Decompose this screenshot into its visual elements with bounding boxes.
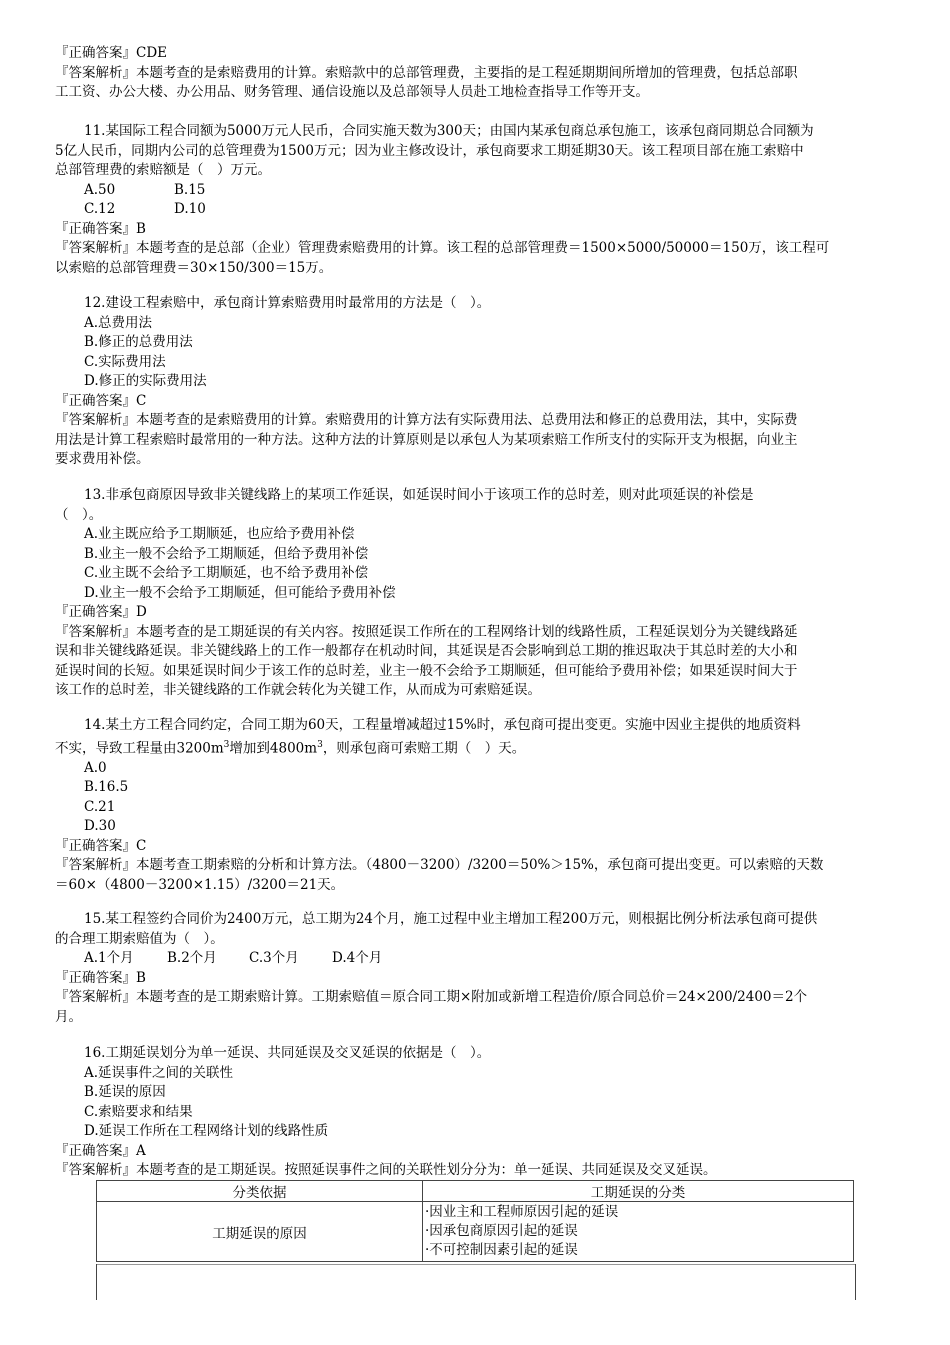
answer-line: 『正确答案』A [55, 1142, 146, 1159]
option-b: B.2个月 [167, 950, 217, 966]
analysis-line: 延误时间的长短。如果延误时间少于该工作的总时差，业主一般不会给予工期顺延，但可能给予费用补偿；如果延误时间大于 [55, 662, 798, 679]
q10-tail [55, 44, 895, 103]
options-row [55, 949, 895, 969]
list-item: ·不可控制因素引起的延误 [425, 1242, 578, 1258]
stem-part: 不实，导致工程量由3200m [55, 740, 224, 756]
superscript: 3 [223, 739, 230, 750]
option-d: D.4个月 [332, 950, 383, 966]
table-cell-basis: 工期延误的原因 [97, 1202, 423, 1262]
list-item: ·因业主和工程师原因引起的延误 [425, 1204, 619, 1220]
question-13 [55, 486, 895, 701]
superscript: 3 [317, 739, 323, 750]
table-header-cell: 工期延误的分类 [423, 1181, 854, 1202]
option-a: A.延误事件之间的关联性 [84, 1064, 234, 1081]
list-item: ·因承包商原因引起的延误 [425, 1223, 578, 1239]
options-row [55, 200, 895, 220]
analysis-line: 『答案解析』本题考查的是索赔费用的计算。索赔费用的计算方法有实际费用法、总费用法和修正的总费用法，其中，实际费 [55, 412, 798, 428]
question-stem: 16.工期延误划分为单一延误、共同延误及交叉延误的依据是（ ）。 [84, 1045, 491, 1061]
question-12 [55, 294, 895, 470]
option-c: C.12 [84, 201, 116, 217]
answer-line: 『正确答案』D [55, 604, 147, 620]
answer-line: 『正确答案』C [55, 392, 147, 409]
option-b: B.修正的总费用法 [84, 334, 193, 350]
option-b: B.延误的原因 [84, 1084, 166, 1100]
table-continuation [96, 1264, 856, 1300]
analysis-line: 『答案解析』本题考查的是工期延误的有关内容。按照延误工作所在的工程网络计划的线路性质，工程延误划分为关键线路延 [55, 623, 798, 640]
answer-line: 『正确答案』C [55, 837, 147, 854]
answer-line: 『正确答案』B [55, 220, 146, 237]
analysis-line: 『答案解析』本题考查工期索赔的分析和计算方法。（4800－3200）/3200＝50%＞15%，承包商可提出变更。可以索赔的天数 [55, 857, 824, 873]
table-header-cell: 分类依据 [97, 1181, 423, 1202]
option-d: D.10 [174, 201, 206, 217]
question-16 [55, 1044, 895, 1181]
option-d: D.30 [84, 818, 116, 834]
option-a: A.1个月 [84, 950, 134, 966]
analysis-line: 以索赔的总部管理费＝30×150/300＝15万。 [55, 259, 333, 276]
question-stem: 总部管理费的索赔额是（ ）万元。 [55, 162, 271, 178]
analysis-line: 『答案解析』本题考查的是工期索赔计算。工期索赔值＝原合同工期×附加或新增工程造价/原合同总价＝24×200/2400＝2个 [55, 989, 808, 1005]
table-header-row [97, 1181, 854, 1202]
table-cell-items [423, 1202, 854, 1262]
option-d: D.修正的实际费用法 [84, 373, 207, 389]
question-stem: 13.非承包商原因导致非关键线路上的某项工作延误，如延误时间小于该项工作的总时差，则对此项延误的补偿是 [84, 487, 754, 503]
question-stem: 15.某工程签约合同价为2400万元，总工期为24个月，施工过程中业主增加工程200万元，则根据比例分析法承包商可提供 [84, 911, 818, 927]
stem-part: 增加到4800m [229, 740, 318, 756]
option-c: C.实际费用法 [84, 353, 166, 370]
option-d: D.延误工作所在工程网络计划的线路性质 [84, 1123, 329, 1139]
stem-part: ，则承包商可索赔工期（ ）天。 [322, 740, 526, 756]
option-a: A.业主既应给予工期顺延，也应给予费用补偿 [84, 526, 355, 542]
question-stem: 14.某土方工程合同约定，合同工期为60天，工程量增减超过15%时，承包商可提出变更。实施中因业主提供的地质资料 [84, 717, 801, 733]
question-15 [55, 910, 895, 1027]
question-stem: 11.某国际工程合同额为5000万元人民币，合同实施天数为300天；由国内某承包商总承包施工，该承包商同期总合同额为 [84, 123, 814, 139]
answer-line: 『正确答案』CDE [55, 45, 168, 61]
question-stem: 5亿人民币，同期内公司的总管理费为1500万元；因为业主修改设计，承包商要求工期延期30天。该工程项目部在施工索赔中 [55, 142, 804, 159]
option-a: A.50 [84, 181, 116, 198]
question-stem: （ ）。 [55, 506, 103, 523]
answer-line: 『正确答案』B [55, 969, 146, 986]
analysis-line: 月。 [55, 1008, 82, 1025]
option-b: B.业主一般不会给予工期顺延，但给予费用补偿 [84, 545, 369, 562]
table-row [97, 1202, 854, 1262]
analysis-line: 『答案解析』本题考查的是工期延误。按照延误事件之间的关联性划分分为：单一延误、共同延误及交叉延误。 [55, 1162, 717, 1178]
question-stem: 12.建设工程索赔中，承包商计算索赔费用时最常用的方法是（ ）。 [84, 295, 491, 311]
delay-classification-table [96, 1180, 854, 1262]
option-c: C.业主既不会给予工期顺延，也不给予费用补偿 [84, 565, 369, 581]
analysis-line: 该工作的总时差，非关键线路的工作就会转化为关键工作，从而成为可索赔延误。 [55, 682, 541, 698]
option-c: C.3个月 [249, 950, 299, 966]
option-c: C.21 [84, 798, 116, 815]
option-b: B.16.5 [84, 779, 129, 795]
analysis-line: 用法是计算工程索赔时最常用的一种方法。这种方法的计算原则是以承包人为某项索赔工作所支付的实际开支为根据，向业主 [55, 431, 798, 448]
analysis-line: 要求费用补偿。 [55, 451, 150, 467]
question-stem: 的合理工期索赔值为（ ）。 [55, 930, 224, 947]
option-a: A.0 [84, 759, 107, 776]
question-11 [55, 122, 895, 278]
analysis-line: 『答案解析』本题考查的是索赔费用的计算。索赔款中的总部管理费，主要指的是工程延期期间所增加的管理费，包括总部职 [55, 64, 798, 81]
question-14 [55, 716, 895, 895]
option-d: D.业主一般不会给予工期顺延，但可能给予费用补偿 [84, 584, 396, 601]
question-stem [55, 736, 895, 759]
analysis-line: ＝60×（4800－3200×1.15）/3200＝21天。 [55, 876, 345, 893]
analysis-line: 工工资、办公大楼、办公用品、财务管理、通信设施以及总部领导人员赴工地检查指导工作等开支。 [55, 84, 649, 100]
option-c: C.索赔要求和结果 [84, 1103, 193, 1120]
analysis-line: 误和非关键线路延误。非关键线路上的工作一般都存在机动时间，其延误是否会影响到总工期的推迟取决于其总时差的大小和 [55, 643, 798, 659]
option-b: B.15 [174, 181, 206, 198]
analysis-line: 『答案解析』本题考查的是总部（企业）管理费索赔费用的计算。该工程的总部管理费＝1500×5000/50000＝150万，该工程可 [55, 240, 830, 256]
options-row [55, 181, 895, 201]
option-a: A.总费用法 [84, 314, 153, 331]
